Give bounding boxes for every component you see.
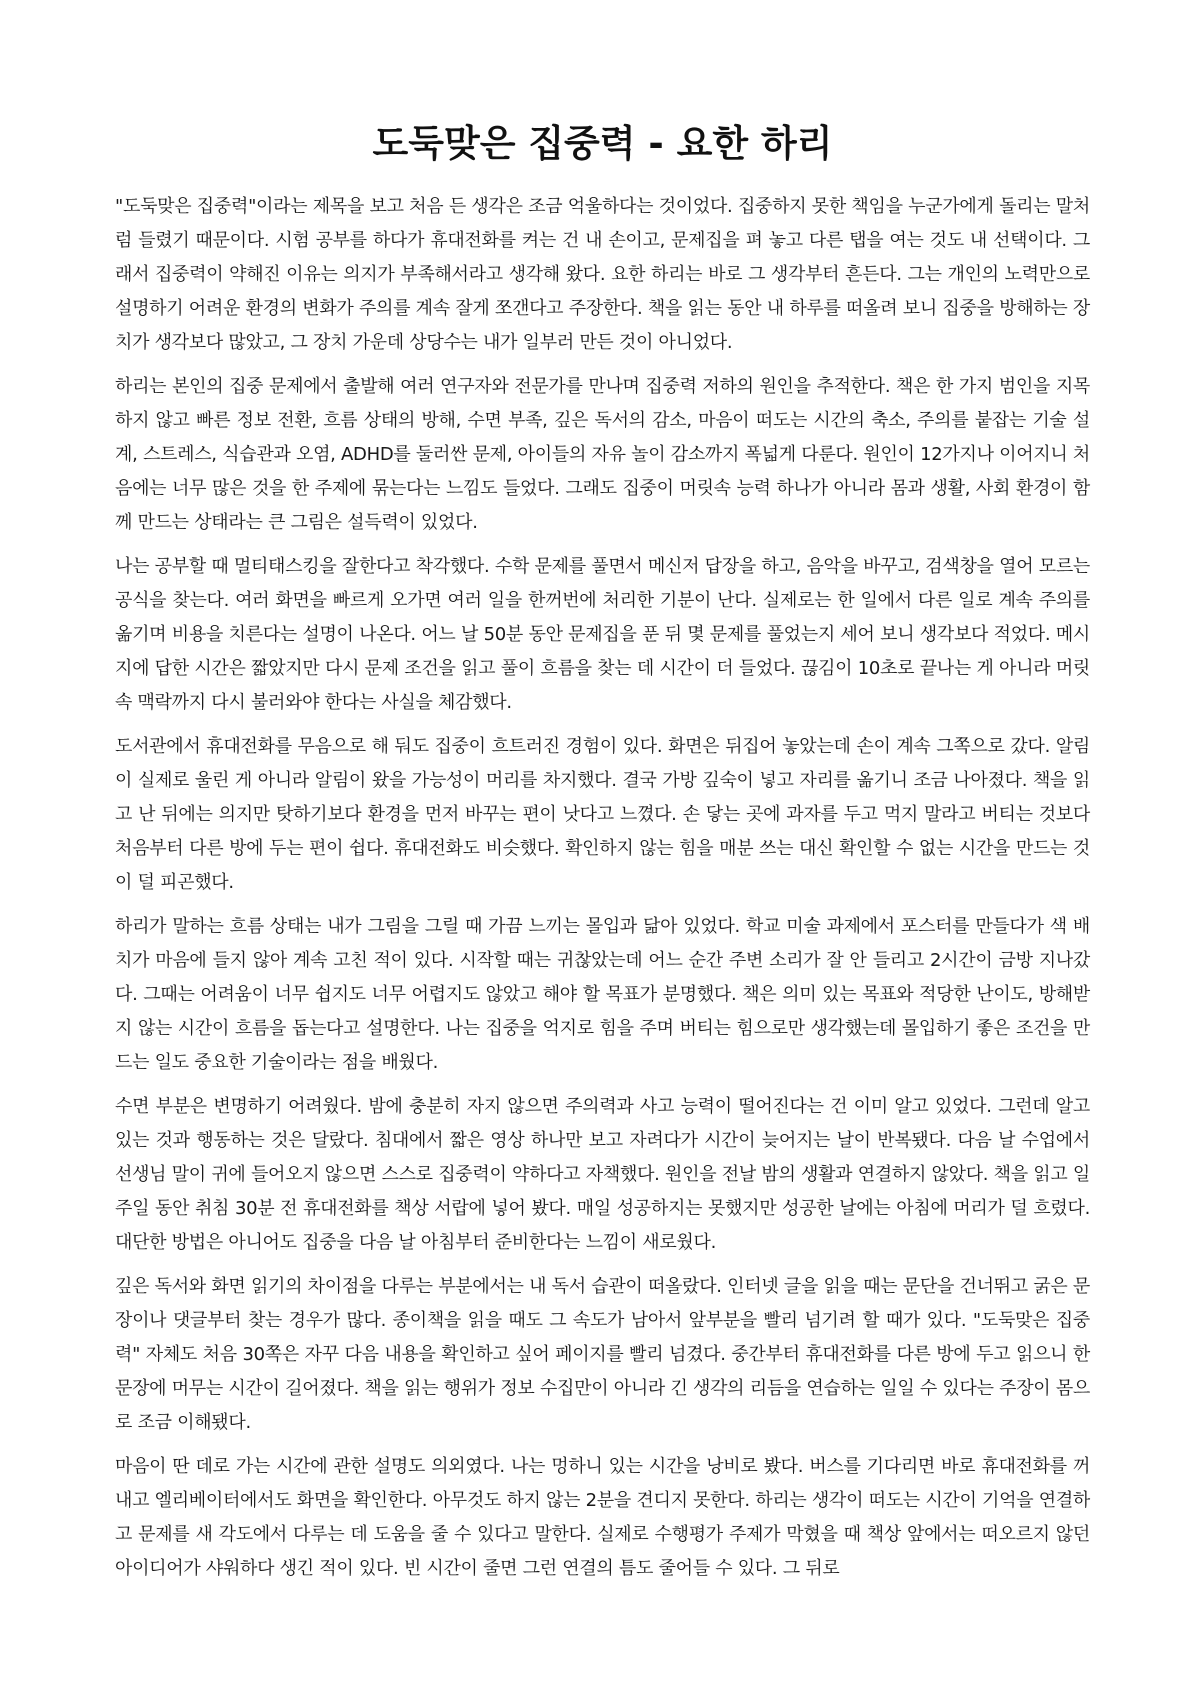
paragraph: 하리는 본인의 집중 문제에서 출발해 여러 연구자와 전문가를 만나며 집중력 저하의 원인을 추적한다. 책은 한 가지 범인을 지목하지 않고 빠른 정보 전환, 흐름 상태의 방해, 수면 부족, 깊은 독서의 감소, 마음이 떠도는 시간의 축소, 주의를 붙잡는 기술 설계, 스트레스, 식습관과 오염, ADHD를 둘러싼 문제, 아이들의 자유 놀이 감소까지 폭넓게 다룬다. 원인이 12가지나 이어지니 처음에는 너무 많은 것을 한 주제에 묶는다는 느낌도 들었다. 그래도 집중이 머릿속 능력 하나가 아니라 몸과 생활, 사회 환경이 함께 만드는 상태라는 큰 그림은 설득력이 있었다.: [115, 376, 1090, 533]
paragraph: 수면 부분은 변명하기 어려웠다. 밤에 충분히 자지 않으면 주의력과 사고 능력이 떨어진다는 건 이미 알고 있었다. 그런데 알고 있는 것과 행동하는 것은 달랐다. 침대에서 짧은 영상 하나만 보고 자려다가 시간이 늦어지는 날이 반복됐다. 다음 날 수업에서 선생님 말이 귀에 들어오지 않으면 스스로 집중력이 약하다고 자책했다. 원인을 전날 밤의 생활과 연결하지 않았다. 책을 읽고 일주일 동안 취침 30분 전 휴대전화를 책상 서랍에 넣어 봤다. 매일 성공하지는 못했지만 성공한 날에는 아침에 머리가 덜 흐렸다. 대단한 방법은 아니어도 집중을 다음 날 아침부터 준비한다는 느낌이 새로웠다.: [115, 1096, 1090, 1253]
paragraph: 하리가 말하는 흐름 상태는 내가 그림을 그릴 때 가끔 느끼는 몰입과 닮아 있었다. 학교 미술 과제에서 포스터를 만들다가 색 배치가 마음에 들지 않아 계속 고친 적이 있다. 시작할 때는 귀찮았는데 어느 순간 주변 소리가 잘 안 들리고 2시간이 금방 지나갔다. 그때는 어려움이 너무 쉽지도 너무 어렵지도 않았고 해야 할 목표가 분명했다. 책은 의미 있는 목표와 적당한 난이도, 방해받지 않는 시간이 흐름을 돕는다고 설명한다. 나는 집중을 억지로 힘을 주며 버티는 힘으로만 생각했는데 몰입하기 좋은 조건을 만드는 일도 중요한 기술이라는 점을 배웠다.: [115, 916, 1090, 1073]
paragraph: 깊은 독서와 화면 읽기의 차이점을 다루는 부분에서는 내 독서 습관이 떠올랐다. 인터넷 글을 읽을 때는 문단을 건너뛰고 굵은 문장이나 댓글부터 찾는 경우가 많다. 종이책을 읽을 때도 그 속도가 남아서 앞부분을 빨리 넘기려 할 때가 있다. "도둑맞은 집중력" 자체도 처음 30쪽은 자꾸 다음 내용을 확인하고 싶어 페이지를 빨리 넘겼다. 중간부터 휴대전화를 다른 방에 두고 읽으니 한 문장에 머무는 시간이 길어졌다. 책을 읽는 행위가 정보 수집만이 아니라 긴 생각의 리듬을 연습하는 일일 수 있다는 주장이 몸으로 조금 이해됐다.: [115, 1276, 1090, 1433]
document-page: [115, 118, 1090, 1596]
paragraph: 마음이 딴 데로 가는 시간에 관한 설명도 의외였다. 나는 멍하니 있는 시간을 낭비로 봤다. 버스를 기다리면 바로 휴대전화를 꺼내고 엘리베이터에서도 화면을 확인한다. 아무것도 하지 않는 2분을 견디지 못한다. 하리는 생각이 떠도는 시간이 기억을 연결하고 문제를 새 각도에서 다루는 데 도움을 줄 수 있다고 말한다. 실제로 수행평가 주제가 막혔을 때 책상 앞에서는 떠오르지 않던 아이디어가 샤워하다 생긴 적이 있다. 빈 시간이 줄면 그런 연결의 틈도 줄어들 수 있다. 그 뒤로: [115, 1456, 1090, 1579]
document-title: 도둑맞은 집중력 - 요한 하리: [372, 122, 833, 165]
paragraph: 도서관에서 휴대전화를 무음으로 해 둬도 집중이 흐트러진 경험이 있다. 화면은 뒤집어 놓았는데 손이 계속 그쪽으로 갔다. 알림이 실제로 울린 게 아니라 알림이 왔을 가능성이 머리를 차지했다. 결국 가방 깊숙이 넣고 자리를 옮기니 조금 나아졌다. 책을 읽고 난 뒤에는 의지만 탓하기보다 환경을 먼저 바꾸는 편이 낫다고 느꼈다. 손 닿는 곳에 과자를 두고 먹지 말라고 버티는 것보다 처음부터 다른 방에 두는 편이 쉽다. 휴대전화도 비슷했다. 확인하지 않는 힘을 매분 쓰는 대신 확인할 수 없는 시간을 만드는 것이 덜 피곤했다.: [115, 736, 1090, 893]
paragraph: 나는 공부할 때 멀티태스킹을 잘한다고 착각했다. 수학 문제를 풀면서 메신저 답장을 하고, 음악을 바꾸고, 검색창을 열어 모르는 공식을 찾는다. 여러 화면을 빠르게 오가면 여러 일을 한꺼번에 처리한 기분이 난다. 실제로는 한 일에서 다른 일로 계속 주의를 옮기며 비용을 치른다는 설명이 나온다. 어느 날 50분 동안 문제집을 푼 뒤 몇 문제를 풀었는지 세어 보니 생각보다 적었다. 메시지에 답한 시간은 짧았지만 다시 문제 조건을 읽고 풀이 흐름을 찾는 데 시간이 더 들었다. 끊김이 10초로 끝나는 게 아니라 머릿속 맥락까지 다시 불러와야 한다는 사실을 체감했다.: [115, 556, 1090, 713]
paragraph: "도둑맞은 집중력"이라는 제목을 보고 처음 든 생각은 조금 억울하다는 것이었다. 집중하지 못한 책임을 누군가에게 돌리는 말처럼 들렸기 때문이다. 시험 공부를 하다가 휴대전화를 켜는 건 내 손이고, 문제집을 펴 놓고 다른 탭을 여는 것도 내 선택이다. 그래서 집중력이 약해진 이유는 의지가 부족해서라고 생각해 왔다. 요한 하리는 바로 그 생각부터 흔든다. 그는 개인의 노력만으로 설명하기 어려운 환경의 변화가 주의를 계속 잘게 쪼갠다고 주장한다. 책을 읽는 동안 내 하루를 떠올려 보니 집중을 방해하는 장치가 생각보다 많았고, 그 장치 가운데 상당수는 내가 일부러 만든 것이 아니었다.: [115, 196, 1090, 353]
document-body: [115, 190, 1090, 1586]
